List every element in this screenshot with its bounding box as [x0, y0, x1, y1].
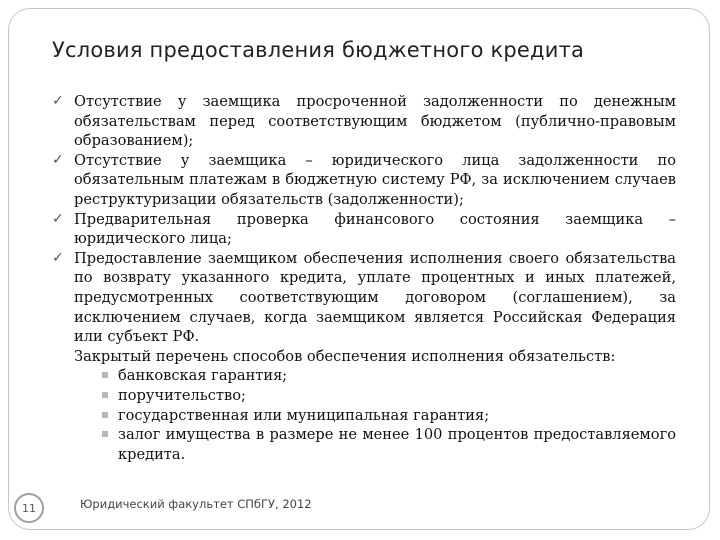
list-item — [52, 92, 676, 151]
check-icon: ✓ — [52, 210, 64, 227]
page-number-badge — [14, 493, 44, 523]
slide-title: Условия предоставления бюджетного кредита — [52, 38, 585, 62]
sub-list-item — [52, 406, 676, 426]
square-bullet-icon — [102, 392, 108, 398]
list-item-text: Отсутствие у заемщика – юридического лица задолженности по обязательным платежам в бюджетную систему РФ, за исключением случаев реструктуризации обязательств (задолженности); — [74, 151, 676, 208]
sub-list-item — [52, 386, 676, 406]
sub-list-item-text: государственная или муниципальная гарантия; — [118, 406, 490, 424]
security-methods-intro: Закрытый перечень способов обеспечения исполнения обязательств: — [74, 347, 616, 365]
sub-list-item — [52, 425, 676, 464]
sub-list-item-text: залог имущества в размере не менее 100 процентов предоставляемого кредита. — [118, 426, 676, 463]
square-bullet-icon — [102, 431, 108, 437]
list-item — [52, 151, 676, 210]
list-item — [52, 249, 676, 347]
check-icon: ✓ — [52, 249, 64, 266]
page-number: 11 — [22, 501, 36, 515]
square-bullet-icon — [102, 372, 108, 378]
square-bullet-icon — [102, 412, 108, 418]
footer-text: Юридический факультет СПбГУ, 2012 — [80, 497, 312, 511]
check-icon: ✓ — [52, 93, 64, 109]
check-icon: ✓ — [52, 151, 64, 168]
list-item-text: Предварительная проверка финансового состояния заемщика – юридического лица; — [74, 210, 676, 248]
list-item-text: Отсутствие у заемщика просроченной задолженности по денежным обязательствам перед соответствующим бюджетом (публично-правовым образованием); — [74, 93, 676, 150]
sub-list-item — [52, 366, 676, 386]
list-item-text: Предоставление заемщиком обеспечения исполнения своего обязательства по возврату указанного кредита, уплате процентных и иных платежей, предусмотренных соответствующим договором (соглашением), за исключением случаев, когда заемщиком является Российская Федерация или субъект РФ. — [74, 249, 676, 346]
list-item — [52, 210, 676, 249]
sub-list-item-text: банковская гарантия; — [118, 367, 288, 385]
sub-list-item-text: поручительство; — [118, 386, 246, 404]
slide-content — [52, 92, 676, 464]
